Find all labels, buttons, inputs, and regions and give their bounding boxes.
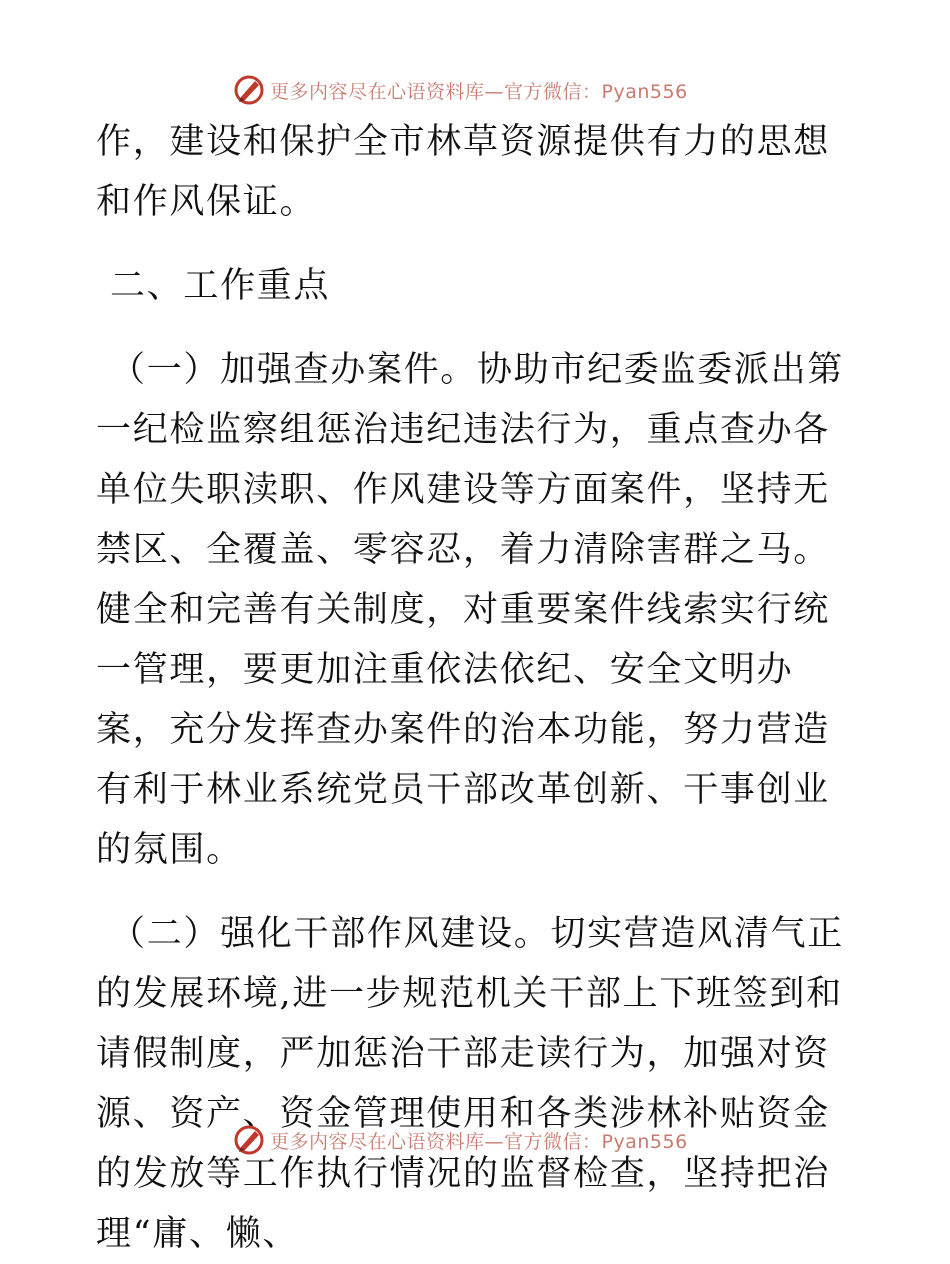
paragraph-continued: 作，建设和保护全市林草资源提供有力的思想和作风保证。 — [96, 122, 831, 222]
footer-watermark-banner — [232, 1122, 688, 1158]
pen-logo-icon — [232, 1123, 266, 1157]
pen-logo-icon — [232, 73, 266, 107]
section-heading: 二、工作重点 — [110, 266, 331, 306]
watermark-text: 更多内容尽在心语资料库—官方微信：Pyan556 — [270, 80, 688, 103]
paragraph-item-2: （二）强化干部作风建设。切实营造风清气正的发展环境,进一步规范机关干部上下班签到和请假制度，严加惩治干部走读行为，加强对资源、资产、资金管理使用和各类涉林补贴资金的发放等工作执行情况的监督检查，坚持把治理“庸、懒、 — [96, 914, 845, 1254]
watermark-text: 更多内容尽在心语资料库—官方微信：Pyan556 — [270, 1130, 688, 1153]
paragraph-item-1: （一）加强查办案件。协助市纪委监委派出第一纪检监察组惩治违纪违法行为，重点查办各单位失职渎职、作风建设等方面案件，坚持无禁区、全覆盖、零容忍，着力清除害群之马。健全和完善有关制度，对重要案件线索实行统一管理，要更加注重依法依纪、安全文明办案，充分发挥查办案件的治本功能，努力营造有利于林业系统党员干部改革创新、干事创业的氛围。 — [96, 350, 845, 870]
header-watermark-banner — [232, 72, 688, 108]
document-body — [96, 112, 856, 1264]
